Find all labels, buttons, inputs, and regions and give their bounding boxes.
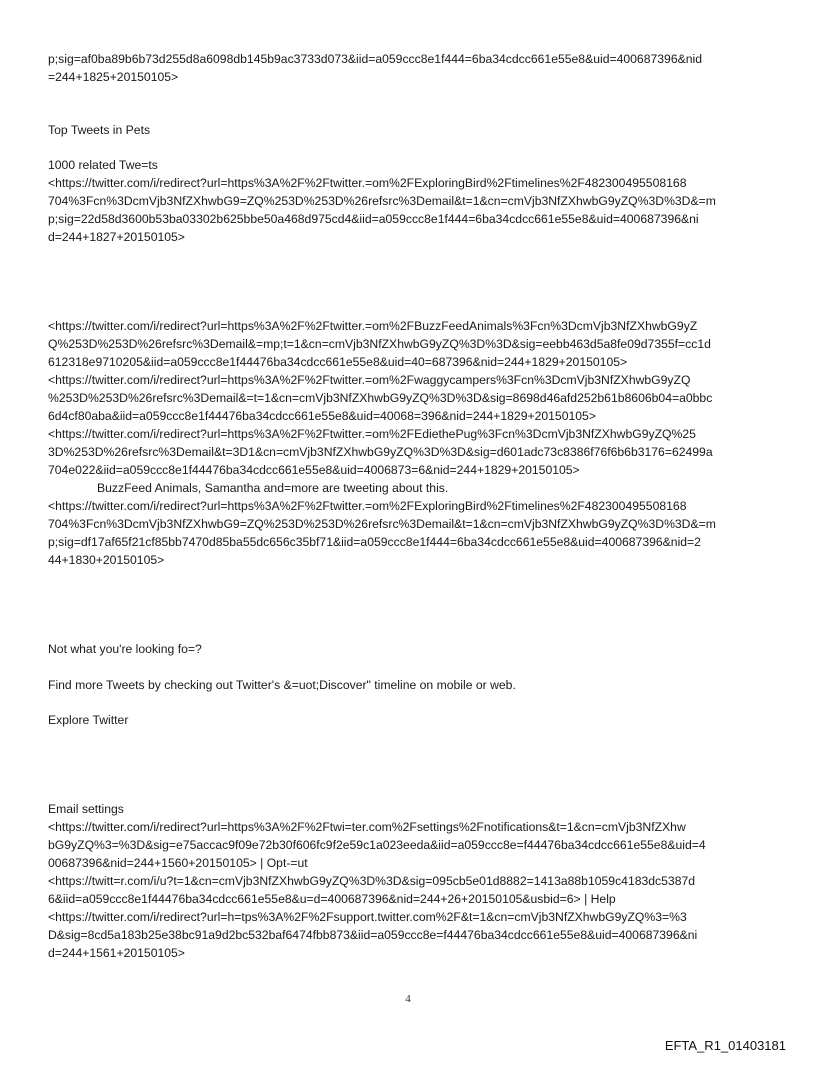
help-link[interactable]: D&sig=8cd5a183b25e38bc91a9d2bc532baf6474fbb873&iid=a059ccc8e=f44476ba34cdcc661e55e8&uid=400687396&ni — [48, 928, 698, 942]
not-looking-text: Not what you're looking fo=? — [48, 642, 202, 656]
document-id: EFTA_R1_01403181 — [664, 1038, 786, 1053]
text-line: =244+1825+20150105> — [48, 70, 179, 84]
explore-twitter-link[interactable]: Explore Twitter — [48, 713, 129, 727]
redirect-link[interactable]: Q%253D%253D%26refsrc%3Demail&=mp;t=1&cn=cmVjb3NfZXhwbG9yZQ%3D%3D&sig=eebb463d5a8fe09d7355f=cc1d — [48, 337, 711, 351]
settings-link[interactable]: <https://twitter.com/i/redirect?url=https%3A%2F%2Ftwi=ter.com%2Fsettings%2Fnotifications&t=1&cn=cmVjb3NfZXhw — [48, 820, 686, 834]
redirect-link[interactable]: 44+1830+20150105> — [48, 553, 165, 567]
redirect-link[interactable]: 3D%253D%26refsrc%3Demail&t=3D1&cn=cmVjb3NfZXhwbG9yZQ%3D%3D&sig=d601adc73c8386f76f6b6b3176=62499a — [48, 445, 713, 459]
redirect-link[interactable]: 612318e9710205&iid=a059ccc8e1f44476ba34cdcc661e55e8&uid=40=687396&nid=244+1829+20150105> — [48, 355, 628, 369]
section-heading: Top Tweets in Pets — [48, 123, 151, 137]
redirect-link[interactable]: 704%3Fcn%3DcmVjb3NfZXhwbG9=ZQ%253D%253D%26refsrc%3Demail&t=1&cn=cmVjb3NfZXhwbG9yZQ%3D%3D&=m — [48, 194, 716, 208]
opt-out-line[interactable]: 00687396&nid=244+1560+20150105> | Opt-=ut — [48, 856, 308, 870]
redirect-link[interactable]: <https://twitter.com/i/redirect?url=https%3A%2F%2Ftwitter.=om%2FExploringBird%2Ftimelines%2F482300495508168 — [48, 499, 687, 513]
help-link[interactable]: <https://twitter.com/i/redirect?url=h=tps%3A%2F%2Fsupport.twitter.com%2F&t=1&cn=cmVjb3NfZXhwbG9yZQ%3=%3 — [48, 910, 687, 924]
redirect-link[interactable]: d=244+1827+20150105> — [48, 230, 185, 244]
page-number: 4 — [405, 993, 411, 1005]
redirect-link[interactable]: <https://twitter.com/i/redirect?url=https%3A%2F%2Ftwitter.=om%2Fwaggycampers%3Fcn%3DcmVjb3NfZXhwbG9yZQ — [48, 373, 691, 387]
help-line[interactable]: 6&iid=a059ccc8e1f44476ba34cdcc661e55e8&u=d=400687396&nid=244+26+20150105&usbid=6> | Help — [48, 892, 616, 906]
opt-out-link[interactable]: <https://twitt=r.com/i/u?t=1&cn=cmVjb3NfZXhwbG9yZQ%3D%3D&sig=095cb5e01d8882=1413a88b1059c4183dc5387d — [48, 874, 696, 888]
redirect-link[interactable]: p;sig=22d58d3600b53ba03302b625bbe50a468d975cd4&iid=a059ccc8e1f444=6ba34cdcc661e55e8&uid=400687396&ni — [48, 212, 699, 226]
related-count: 1000 related Twe=ts — [48, 158, 158, 172]
text-line: p;sig=af0ba89b6b73d255d8a6098db145b9ac3733d073&iid=a059ccc8e1f444=6ba34cdcc661e55e8&uid=400687396&nid — [48, 52, 702, 66]
redirect-link[interactable]: <https://twitter.com/i/redirect?url=https%3A%2F%2Ftwitter.=om%2FEdiethePug%3Fcn%3DcmVjb3NfZXhwbG9yZQ%25 — [48, 427, 696, 441]
redirect-link[interactable]: <https://twitter.com/i/redirect?url=https%3A%2F%2Ftwitter.=om%2FBuzzFeedAnimals%3Fcn%3DcmVjb3NfZXhwbG9yZ — [48, 319, 698, 333]
help-link[interactable]: d=244+1561+20150105> — [48, 946, 185, 960]
redirect-link[interactable]: 704e022&iid=a059ccc8e1f44476ba34cdcc661e55e8&uid=4006873=6&nid=244+1829+20150105> — [48, 463, 580, 477]
redirect-link[interactable]: 704%3Fcn%3DcmVjb3NfZXhwbG9=ZQ%253D%253D%26refsrc%3Demail&t=1&cn=cmVjb3NfZXhwbG9yZQ%3D%3D&=m — [48, 517, 716, 531]
redirect-link[interactable]: 6d4cf80aba&iid=a059ccc8e1f44476ba34cdcc661e55e8&uid=40068=396&nid=244+1829+20150105> — [48, 409, 596, 423]
redirect-link[interactable]: %253D%253D%26refsrc%3Demail&=t=1&cn=cmVjb3NfZXhwbG9yZQ%3D%3D&sig=8698d46afd252b61b8606b04=a0bbc — [48, 391, 713, 405]
email-settings-label: Email settings — [48, 802, 124, 816]
redirect-link[interactable]: <https://twitter.com/i/redirect?url=https%3A%2F%2Ftwitter.=om%2FExploringBird%2Ftimelines%2F482300495508168 — [48, 176, 687, 190]
tweeting-about-text: BuzzFeed Animals, Samantha and=more are tweeting about this. — [97, 481, 449, 495]
settings-link[interactable]: bG9yZQ%3=%3D&sig=e75accac9f09e72b30f606fc9f2e59c1a023eeda&iid=a059ccc8e=f44476ba34cdcc661e55e8&uid=4 — [48, 838, 706, 852]
find-more-text: Find more Tweets by checking out Twitter's &=uot;Discover" timeline on mobile or web. — [48, 678, 516, 692]
redirect-link[interactable]: p;sig=df17af65f21cf85bb7470d85ba55dc656c35bf71&iid=a059ccc8e1f444=6ba34cdcc661e55e8&uid=400687396&nid=2 — [48, 535, 701, 549]
